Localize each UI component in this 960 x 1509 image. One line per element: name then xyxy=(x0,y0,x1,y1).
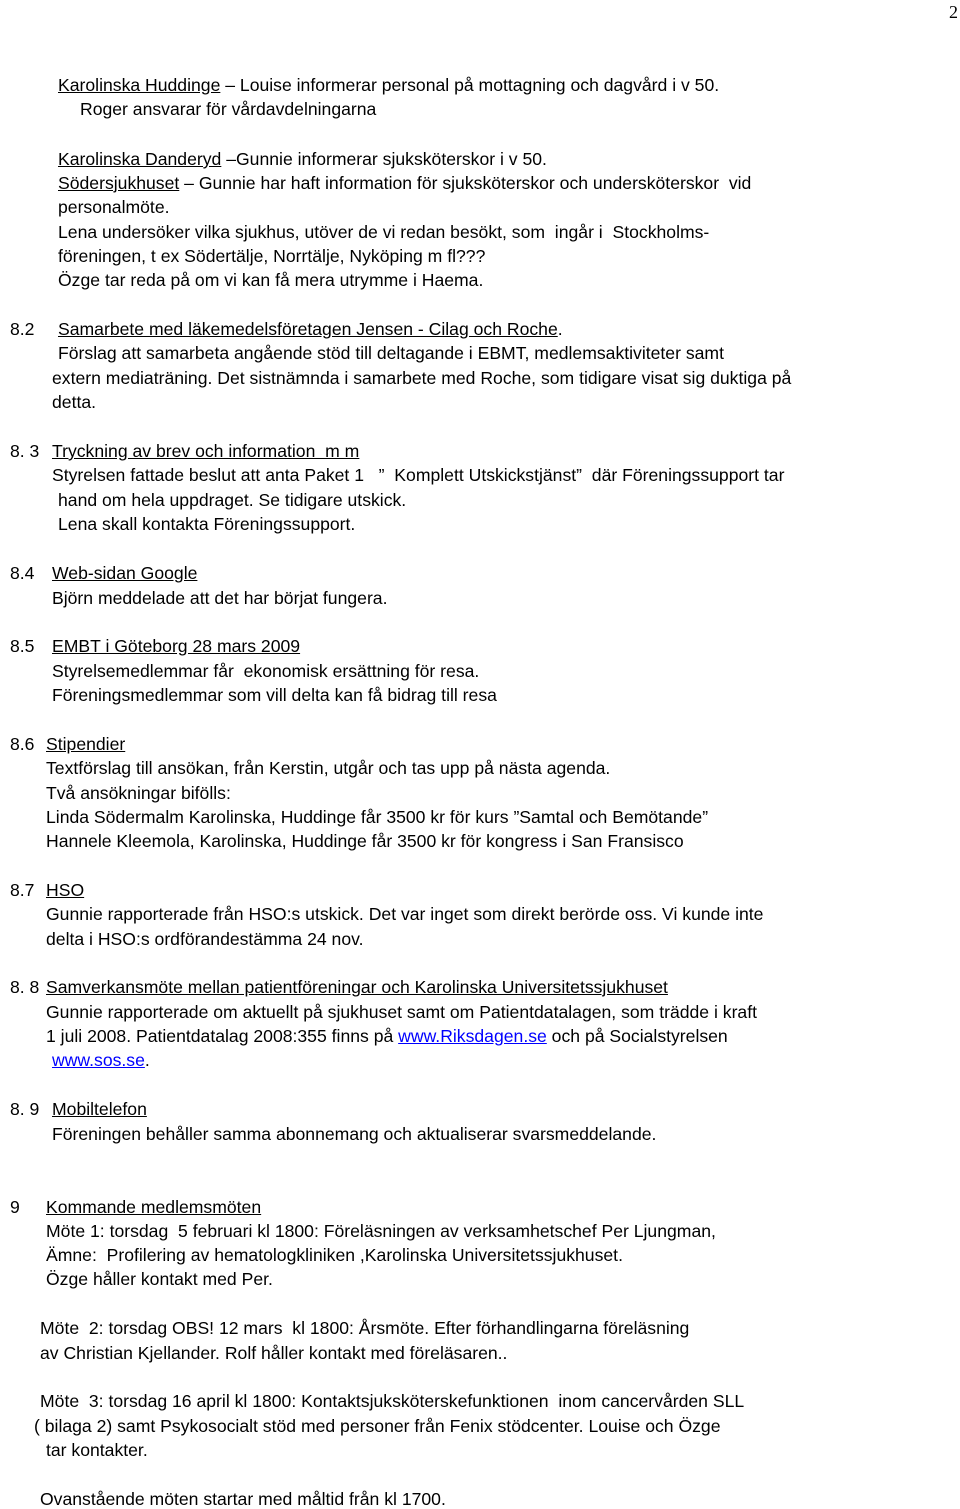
section-8-2-heading-end: . xyxy=(557,319,563,339)
section-8-6-line2: Två ansökningar bifölls: xyxy=(46,783,231,803)
section-8-2-line2: extern mediaträning. Det sistnämnda i samarbete med Roche, som tidigare visat sig duktiga på xyxy=(52,368,792,388)
karolinska-huddinge-heading: Karolinska Huddinge xyxy=(58,75,221,95)
meeting-2-line1: Möte 2: torsdag OBS! 12 mars kl 1800: Årsmöte. Efter förhandlingarna föreläsning xyxy=(40,1318,690,1338)
section-8-5-line2: Föreningsmedlemmar som vill delta kan få bidrag till resa xyxy=(52,685,497,705)
section-8-9-line1: Föreningen behåller samma abonnemang och aktualiserar svarsmeddelande. xyxy=(52,1124,657,1144)
meeting-1-line1: Möte 1: torsdag 5 februari kl 1800: Föreläsningen av verksamhetschef Per Ljungman, xyxy=(46,1221,716,1241)
section-8-7-heading: HSO xyxy=(46,880,85,900)
intro-huddinge-line2: Roger ansvarar för vårdavdelningarna xyxy=(80,99,377,119)
section-9-heading: Kommande medlemsmöten xyxy=(46,1197,262,1217)
intro-ozge-line: Özge tar reda på om vi kan få mera utrymme i Haema. xyxy=(58,270,484,290)
section-8-9-heading: Mobiltelefon xyxy=(52,1099,147,1119)
section-8-8-number: 8. 8 xyxy=(10,977,40,997)
intro-danderyd-line xyxy=(58,148,547,170)
section-8-2-number: 8.2 xyxy=(10,319,35,339)
page-number: 2 xyxy=(949,2,958,22)
intro-sodersjukhuset-text: – Gunnie har haft information för sjuksköterskor och undersköterskor vid xyxy=(179,173,752,193)
sos-link[interactable]: www.sos.se xyxy=(52,1050,145,1070)
section-8-8-line3 xyxy=(52,1049,150,1071)
section-8-6-line1: Textförslag till ansökan, från Kerstin, utgår och tas upp på nästa agenda. xyxy=(46,758,611,778)
section-8-9-number: 8. 9 xyxy=(10,1099,40,1119)
section-8-2-heading-line xyxy=(58,318,563,340)
section-8-3-heading: Tryckning av brev och information m m xyxy=(52,441,360,461)
section-9-number: 9 xyxy=(10,1197,20,1217)
section-8-2-line1: Förslag att samarbeta angående stöd till deltagande i EBMT, medlemsaktiviteter samt xyxy=(58,343,724,363)
section-8-7-line1: Gunnie rapporterade från HSO:s utskick. Det var inget som direkt berörde oss. Vi kunde inte xyxy=(46,904,764,924)
meetings-footer-note: Ovanstående möten startar med måltid från kl 1700. xyxy=(40,1489,446,1509)
meeting-1-line3: Özge håller kontakt med Per. xyxy=(46,1269,273,1289)
intro-lena-line1: Lena undersöker vilka sjukhus, utöver de vi redan besökt, som ingår i Stockholms- xyxy=(58,222,710,242)
intro-sodersjukhuset-line2: personalmöte. xyxy=(58,197,170,217)
section-8-8-heading: Samverkansmöte mellan patientföreningar och Karolinska Universitetssjukhuset xyxy=(46,977,668,997)
intro-sodersjukhuset-line xyxy=(58,172,751,194)
meeting-1-line2: Ämne: Profilering av hematologkliniken ,Karolinska Universitetssjukhuset. xyxy=(46,1245,623,1265)
intro-huddinge-text: – Louise informerar personal på mottagning och dagvård i v 50. xyxy=(220,75,720,95)
section-8-8-line1: Gunnie rapporterade om aktuellt på sjukhuset samt om Patientdatalagen, som trädde i kraft xyxy=(46,1002,757,1022)
meeting-3-line2: ( bilaga 2) samt Psykosocialt stöd med personer från Fenix stödcenter. Louise och Özge xyxy=(34,1416,721,1436)
section-8-3-line2: hand om hela uppdraget. Se tidigare utskick. xyxy=(58,490,407,510)
section-8-4-line1: Björn meddelade att det har börjat fungera. xyxy=(52,588,388,608)
section-8-7-number: 8.7 xyxy=(10,880,35,900)
section-8-6-heading: Stipendier xyxy=(46,734,126,754)
meeting-2-line2: av Christian Kjellander. Rolf håller kontakt med föreläsaren.. xyxy=(40,1343,508,1363)
section-8-2-line3: detta. xyxy=(52,392,97,412)
section-8-7-line2: delta i HSO:s ordförandestämma 24 nov. xyxy=(46,929,364,949)
intro-huddinge-line xyxy=(58,74,719,96)
section-8-6-number: 8.6 xyxy=(10,734,35,754)
section-8-4-heading: Web-sidan Google xyxy=(52,563,198,583)
meeting-3-line3: tar kontakter. xyxy=(46,1440,148,1460)
karolinska-danderyd-heading: Karolinska Danderyd xyxy=(58,149,222,169)
section-8-3-line3: Lena skall kontakta Föreningssupport. xyxy=(58,514,356,534)
section-8-4-number: 8.4 xyxy=(10,563,35,583)
riksdagen-link[interactable]: www.Riksdagen.se xyxy=(398,1026,547,1046)
section-8-8-line2 xyxy=(46,1025,728,1047)
sodersjukhuset-heading: Södersjukhuset xyxy=(58,173,180,193)
section-8-8-line2-end: och på Socialstyrelsen xyxy=(546,1026,728,1046)
meeting-3-line1: Möte 3: torsdag 16 april kl 1800: Kontaktsjuksköterskefunktionen inom cancervården SLL xyxy=(40,1391,745,1411)
section-8-6-line4: Hannele Kleemola, Karolinska, Huddinge får 3500 kr för kongress i San Fransisco xyxy=(46,831,684,851)
section-8-3-number: 8. 3 xyxy=(10,441,40,461)
section-8-5-line1: Styrelsemedlemmar får ekonomisk ersättning för resa. xyxy=(52,661,480,681)
section-8-6-line3: Linda Södermalm Karolinska, Huddinge får 3500 kr för kurs ”Samtal och Bemötande” xyxy=(46,807,709,827)
section-8-2-heading: Samarbete med läkemedelsföretagen Jensen - Cilag och Roche xyxy=(58,319,558,339)
intro-danderyd-text: –Gunnie informerar sjuksköterskor i v 50. xyxy=(221,149,547,169)
section-8-8-line3-end: . xyxy=(144,1050,150,1070)
section-8-3-line1: Styrelsen fattade beslut att anta Paket 1 ” Komplett Utskickstjänst” där Föreningssupport tar xyxy=(52,465,785,485)
intro-lena-line2: föreningen, t ex Södertälje, Norrtälje, Nyköping m fl??? xyxy=(58,246,486,266)
section-8-5-number: 8.5 xyxy=(10,636,35,656)
section-8-5-heading: EMBT i Göteborg 28 mars 2009 xyxy=(52,636,301,656)
section-8-8-line2-text: 1 juli 2008. Patientdatalag 2008:355 finns på xyxy=(46,1026,399,1046)
